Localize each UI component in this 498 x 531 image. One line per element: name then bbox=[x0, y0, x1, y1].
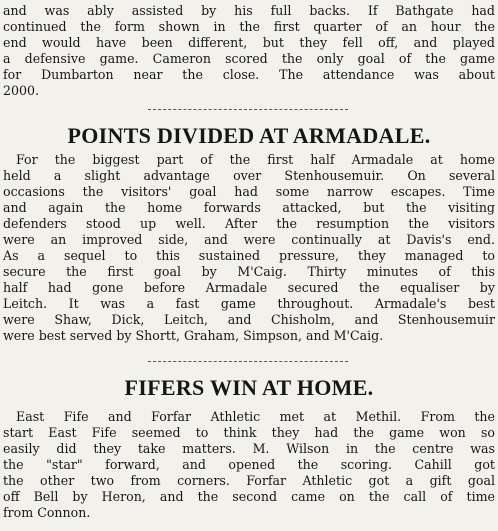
text-line: occasions the visitors' goal had some narrow escapes. Time bbox=[3, 184, 495, 199]
text-line: a defensive game. Cameron scored the only goal of the game bbox=[3, 51, 495, 66]
text-line: easily did they take matters. M. Wilson in the centre was bbox=[3, 441, 495, 456]
text-line: Leitch. It was a fast game throughout. Armadale's best bbox=[3, 296, 495, 311]
text-line: from Connon. bbox=[3, 505, 91, 520]
text-line: secure the first goal by M'Caig. Thirty minutes of this bbox=[3, 264, 495, 279]
text-line: For the biggest part of the first half Armadale at home bbox=[16, 152, 495, 167]
section-divider bbox=[148, 361, 348, 362]
text-line: and was ably assisted by his full backs. If Bathgate had bbox=[3, 3, 495, 18]
text-line: half had gone before Armadale secured the equaliser by bbox=[3, 280, 495, 295]
text-line: East Fife and Forfar Athletic met at Methil. From the bbox=[16, 409, 495, 424]
text-line: were Shaw, Dick, Leitch, and Chisholm, and Stenhousemuir bbox=[3, 312, 495, 327]
text-line: the "star" forward, and opened the scoring. Cahill got bbox=[3, 457, 495, 472]
text-line: held a slight advantage over Stenhousemuir. On several bbox=[3, 168, 495, 183]
text-line: and again the home forwards attacked, but the visiting bbox=[3, 200, 495, 215]
text-line: As a sequel to this sustained pressure, they managed to bbox=[3, 248, 495, 263]
text-line: off Bell by Heron, and the second came on the call of time bbox=[3, 489, 495, 504]
text-line: were an improved side, and were continually at Davis's end. bbox=[3, 232, 495, 247]
text-line: 2000. bbox=[3, 83, 40, 98]
text-line: end would have been different, but they fell off, and played bbox=[3, 35, 495, 50]
text-line: defenders stood up well. After the resumption the visitors bbox=[3, 216, 495, 231]
text-line: the other two from corners. Forfar Athletic got a gift goal bbox=[3, 473, 495, 488]
text-line: start East Fife seemed to think they had the game won so bbox=[3, 425, 495, 440]
headline-armadale: POINTS DIVIDED AT ARMADALE. bbox=[67, 123, 431, 148]
text-line: for Dumbarton near the close. The attendance was about bbox=[3, 67, 495, 82]
headline-fifers: FIFERS WIN AT HOME. bbox=[124, 375, 374, 400]
text-line: continued the form shown in the first quarter of an hour the bbox=[3, 19, 495, 34]
text-line: were best served by Shortt, Graham, Simpson, and M'Caig. bbox=[3, 328, 384, 343]
section-divider bbox=[148, 109, 348, 110]
